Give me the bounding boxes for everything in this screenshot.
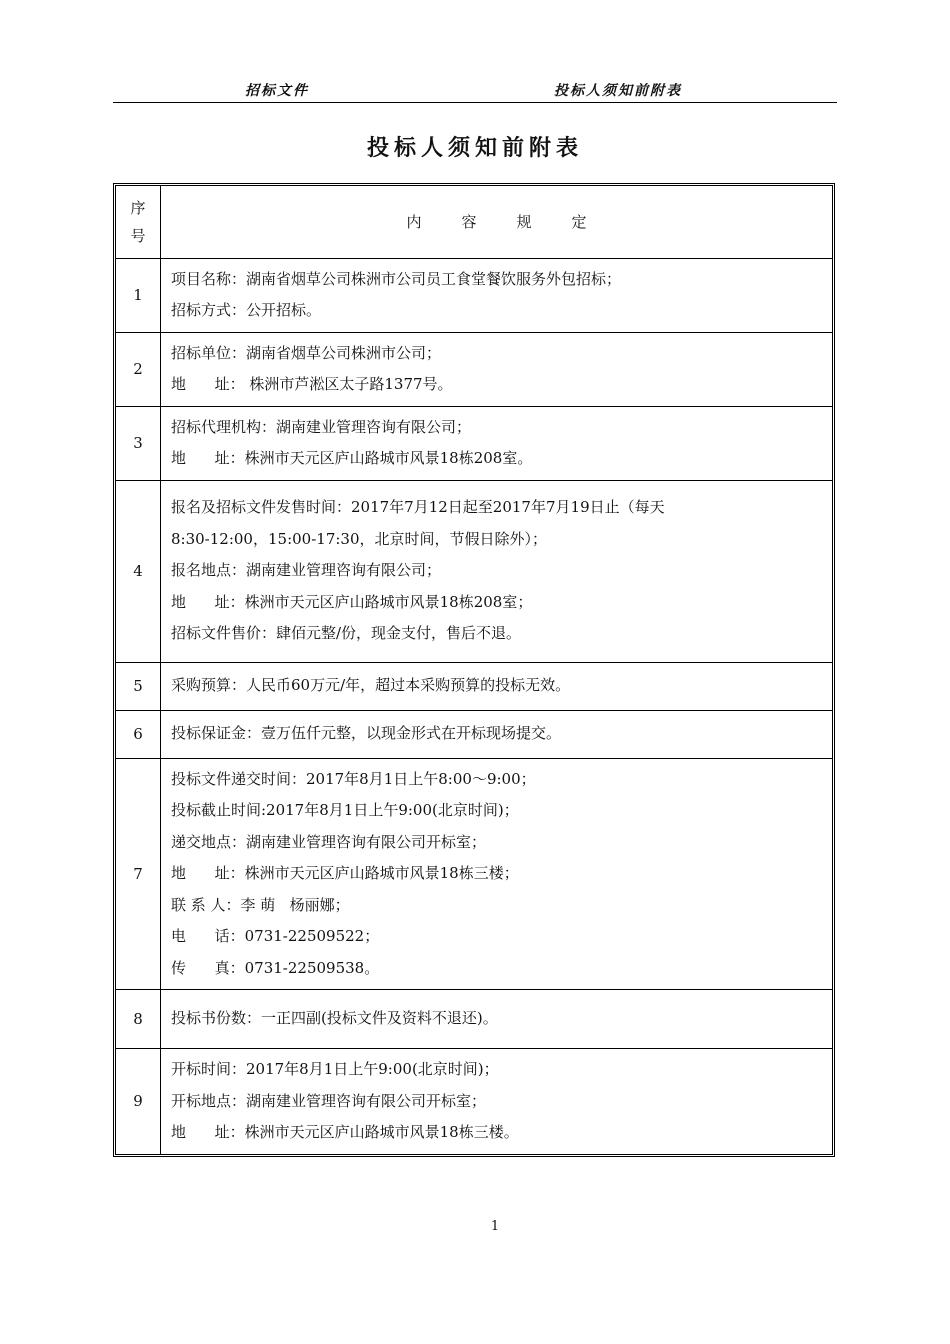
content-line: 地 址： 株洲市芦淞区太子路1377号。 [171,375,453,393]
content-line: 递交地点：湖南建业管理咨询有限公司开标室； [171,832,487,851]
table-row [116,332,832,406]
table-row [116,710,832,758]
content-line: 投标保证金：壹万伍仟元整，以现金形式在开标现场提交。 [171,724,562,743]
row-seq: 4 [116,480,161,662]
content-line: 招标单位：湖南省烟草公司株洲市公司； [171,343,442,362]
content-line: 传 真：0731-22509538。 [171,958,380,977]
content-line: 8:30-12:00，15:00-17:30，北京时间，节假日除外）； [171,529,548,548]
row-content [161,758,833,990]
row-content [161,480,833,662]
content-line: 报名地点：湖南建业管理咨询有限公司； [171,561,442,580]
row-seq: 3 [116,406,161,480]
content-line: 项目名称：湖南省烟草公司株洲市公司员工食堂餐饮服务外包招标； [171,269,622,288]
content-line: 投标书份数：一正四副(投标文件及资料不退还)。 [171,1009,498,1028]
table-header-row [116,186,832,258]
row-seq: 1 [116,258,161,332]
row-content [161,662,833,710]
row-seq: 2 [116,332,161,406]
header-right-text: 投标人须知前附表 [554,83,682,99]
row-seq: 5 [116,662,161,710]
seq-header-cell [116,186,161,258]
row-content [161,258,833,332]
row-content [161,406,833,480]
content-line: 开标地点：湖南建业管理咨询有限公司开标室； [171,1091,487,1110]
content-line: 地 址：株洲市天元区庐山路城市风景18栋三楼； [171,864,519,882]
requirements-table [113,183,835,1157]
content-header-cell: 内容规定 [161,186,833,258]
content-line: 地 址：株洲市天元区庐山路城市风景18栋208室； [171,592,533,611]
content-line: 联 系 人：李 萌 杨丽娜； [171,895,350,914]
content-line: 招标方式：公开招标。 [171,301,322,319]
table-row [116,406,832,480]
table-row [116,758,832,990]
row-seq: 7 [116,758,161,990]
content-line: 电 话：0731-22509522； [171,927,380,945]
row-content [161,710,833,758]
content-line: 招标文件售价：肆佰元整/份，现金支付，售后不退。 [171,624,522,643]
content-line: 采购预算：人民币60万元/年，超过本采购预算的投标无效。 [171,676,571,695]
content-line: 开标时间：2017年8月1日上午9:00(北京时间)； [171,1060,499,1078]
table-row [116,990,832,1049]
row-seq: 9 [116,1049,161,1154]
page-header [113,78,837,103]
content-line: 投标截止时间:2017年8月1日上午9:00(北京时间)； [171,801,519,819]
page-title: 投标人须知前附表 [366,135,583,161]
content-line: 报名及招标文件发售时间：2017年7月12日起至2017年7月19日止（每天 [171,498,665,517]
table-row [116,258,832,332]
page-number: 1 [490,1219,500,1234]
seq-header-line: 号 [130,226,146,245]
row-seq: 6 [116,710,161,758]
table-row [116,662,832,710]
row-content [161,1049,833,1154]
header-left-text: 招标文件 [245,83,309,99]
row-content [161,332,833,406]
row-seq: 8 [116,990,161,1049]
row-content [161,990,833,1049]
table-row [116,1049,832,1154]
content-line: 地 址：株洲市天元区庐山路城市风景18栋三楼。 [171,1123,519,1141]
content-line: 投标文件递交时间：2017年8月1日上午8:00～9:00； [171,769,536,788]
content-line: 地 址：株洲市天元区庐山路城市风景18栋208室。 [171,449,533,467]
table-row [116,480,832,662]
content-line: 招标代理机构：湖南建业管理咨询有限公司； [171,417,472,436]
seq-header-line: 序 [130,198,146,217]
